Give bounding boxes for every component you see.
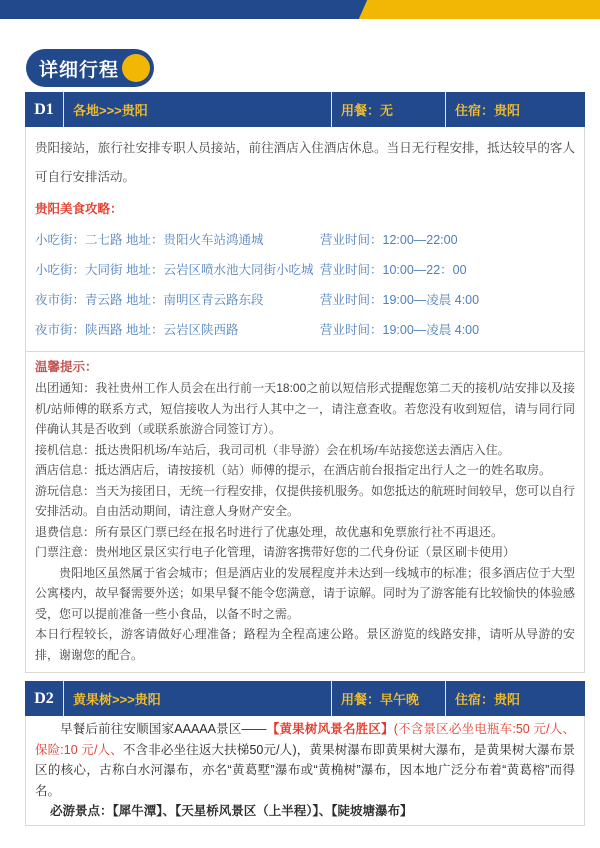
food-place-text: 小吃街：二七路 地址：贵阳火车站鸿通城 [35,233,264,247]
day1-label: D1 [34,100,54,118]
title-dot-icon [122,54,150,82]
day1-header-row [25,92,585,127]
itinerary-table [25,92,585,826]
day2-route: 黄果树>>>贵阳 [63,681,331,716]
food-hours-text: 营业时间：10:00—22：00 [320,263,467,277]
tip-line: 酒店信息：抵达酒店后，请按接机（站）师傅的提示，在酒店前台报指定出行人之一的姓名取房。 [35,463,552,477]
day1-notes [25,127,585,352]
day1-meals-info: 用餐：无 [331,92,445,127]
food-place-text: 小吃街：大同街 地址：云岩区喷水池大同街小吃城 [35,263,314,277]
day1-lodging-info: 住宿：贵阳 [445,92,585,127]
day2-header-row [25,681,585,716]
must-see-list: 必游景点：【犀牛潭】、【天星桥风景区（上半程）】、【陡坡塘瀑布】 [50,804,413,818]
top-accent-bar [0,0,600,19]
food-place-text: 夜市街：青云路 地址：南明区青云路东段 [35,293,264,307]
food-hours-text: 营业时间：12:00—22:00 [320,233,458,247]
day1-intro-text: 贵阳接站，旅行社安排专职人员接站，前往酒店入住酒店休息。当日无行程安排，抵达较早的客人可自行安排活动。 [35,141,575,184]
tip-line: 本日行程较长，游客请做好心理准备；路程为全程高速公路。景区游览的线路安排，请听从导游的安排，谢谢您的配合。 [35,627,575,662]
day2-paragraph [35,719,575,801]
food-guide-row [35,224,575,254]
day2-lodging-info: 住宿：贵阳 [445,681,585,716]
tip-line: 接机信息：抵达贵阳机场/车站后，我司司机（非导游）会在机场/车站接您送去酒店入住。 [35,442,510,457]
day1-route: 各地>>>贵阳 [63,92,331,127]
day2-intro-text: 早餐后前往安顺国家AAAAA景区—— [60,722,267,736]
tip-line: 贵阳地区虽然属于省会城市；但是酒店业的发展程度并未达到一线城市的标准；很多酒店位于大型公寓楼内，故早餐需要外送；如果早餐不能令您满意，请于谅解。同时为了游客能有比较愉快的体验感受，您可以提前准备一些小食品，以备不时之需。 [35,565,576,621]
food-guide-row [35,314,575,344]
food-hours-text: 营业时间：19:00—凌晨 4:00 [320,323,480,337]
food-guide-title: 贵阳美食攻略： [35,202,123,216]
tip-line: 退费信息：所有景区门票已经在报名时进行了优惠处理，故优惠和免票旅行社不再退还。 [35,524,504,539]
tips-title: 温馨提示： [35,360,98,374]
food-hours-text: 营业时间：19:00—凌晨 4:00 [320,293,480,307]
day2-detail-text: 不含非必坐往返大扶梯50元/人)，黄果树瀑布即黄果树大瀑布，是黄果树大瀑布景区的核心，古称白水河瀑布，亦名“黄葛墅”瀑布或“黄桷树”瀑布，因本地广泛分布着“黄葛榕”而得名。 [35,742,575,798]
tips-section [25,352,585,673]
tip-line: 出团通知：我社贵州工作人员会在出行前一天18:00之前以短信形式提醒您第二天的接机/站安排以及接机/站师傅的联系方式，短信接收人为出行人其中之一，请注意查收。若您没有收到短信，请与同行同伴确认其是否收到（或联系旅游合同签订方）。 [35,381,575,436]
tip-line: 门票注意：贵州地区景区实行电子化管理，请游客携带好您的二代身份证（景区刷卡使用） [35,545,516,559]
section-title: 详细行程 [39,59,120,81]
scenic-area-highlight: 【黄果树风景名胜区】 [266,722,394,736]
day2-notes [25,716,585,826]
food-guide-row [35,254,575,284]
food-guide-row [35,284,575,314]
day2-label: D2 [34,689,54,707]
fee-note-red: (不含景区必坐电瓶车:50 元/人、保险:10 元/人、 [35,722,575,757]
section-title-badge [26,49,154,87]
top-accent-bar-blue-segment [0,0,600,19]
tip-line: 游玩信息：当天为接团日，无统一行程安排，仅提供接机服务。如您抵达的航班时间较早，您可以自行安排活动。自由活动期间，请注意人身财产安全。 [35,483,576,518]
day2-meals-info: 用餐：早午晚 [331,681,445,716]
food-place-text: 夜市街：陕西路 地址：云岩区陕西路 [35,323,239,337]
